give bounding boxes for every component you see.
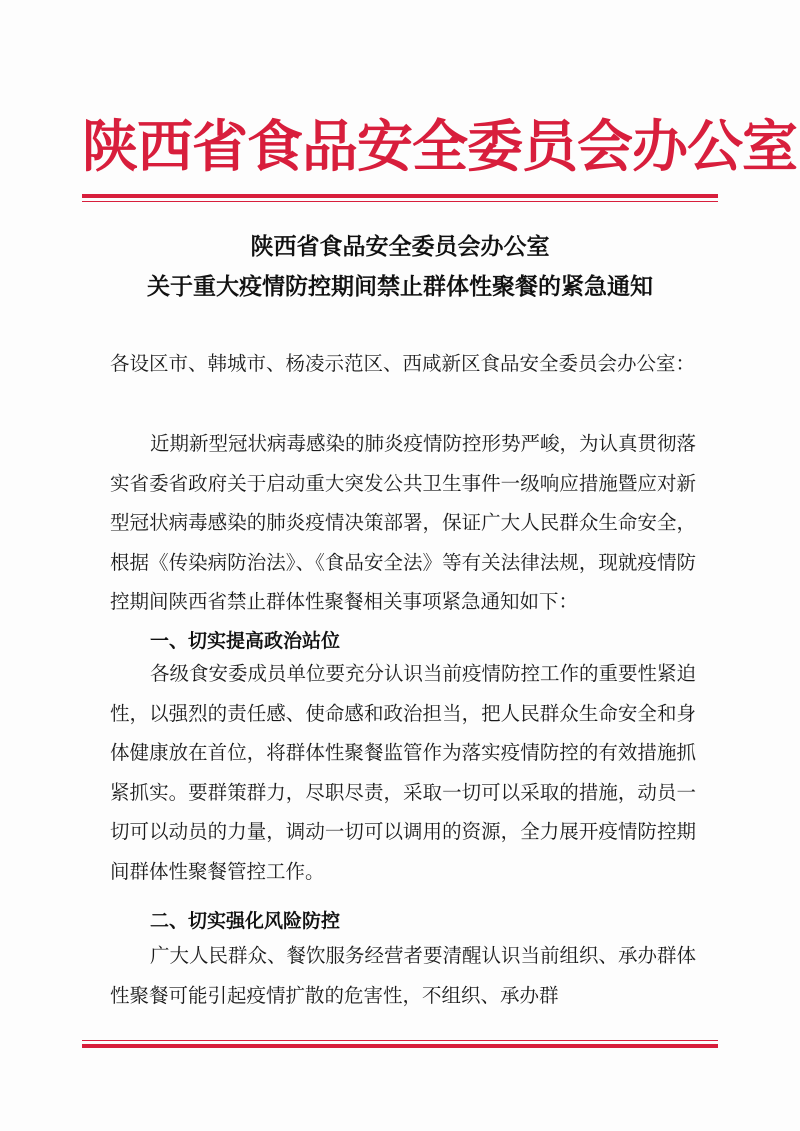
salutation: 各设区市、韩城市、杨凌示范区、西咸新区食品安全委员会办公室： xyxy=(110,352,696,375)
letterhead-title: 陕西省食品安全委员会办公室 xyxy=(82,114,797,180)
footer-rule-thin xyxy=(82,1040,718,1041)
section2-paragraph: 广大人民群众、餐饮服务经营者要清醒认识当前组织、承办群体性聚餐可能引起疫情扩散的危害性，不组织、承办群 xyxy=(110,944,697,1007)
footer-rule-thick xyxy=(82,1044,718,1048)
section-heading-2: 二、切实强化风险防控 xyxy=(150,910,341,932)
letterhead-rule-thin xyxy=(82,201,718,202)
document-title-line2: 关于重大疫情防控期间禁止群体性聚餐的紧急通知 xyxy=(147,274,653,300)
letterhead-rule-thick xyxy=(82,194,718,198)
document-title-line1: 陕西省食品安全委员会办公室 xyxy=(250,234,550,260)
section-heading-1: 一、切实提高政治站位 xyxy=(150,630,341,652)
intro-paragraph: 近期新型冠状病毒感染的肺炎疫情防控形势严峻，为认真贯彻落实省委省政府关于启动重大突发公共卫生事件一级响应措施暨应对新型冠状病毒感染的肺炎疫情决策部署，保证广大人民群众生命安全，根据《传染病防治法》、《食品安全法》等有关法律法规，现就疫情防控期间陕西省禁止群体性聚餐相关事项紧急通知如下： xyxy=(110,432,697,613)
section1-paragraph: 各级食安委成员单位要充分认识当前疫情防控工作的重要性紧迫性，以强烈的责任感、使命感和政治担当，把人民群众生命安全和身体健康放在首位，将群体性聚餐监管作为落实疫情防控的有效措施抓紧抓实。要群策群力，尽职尽责，采取一切可以采取的措施，动员一切可以动员的力量，调动一切可以调用的资源，全力展开疫情防控期间群体性聚餐管控工作。 xyxy=(110,662,697,883)
